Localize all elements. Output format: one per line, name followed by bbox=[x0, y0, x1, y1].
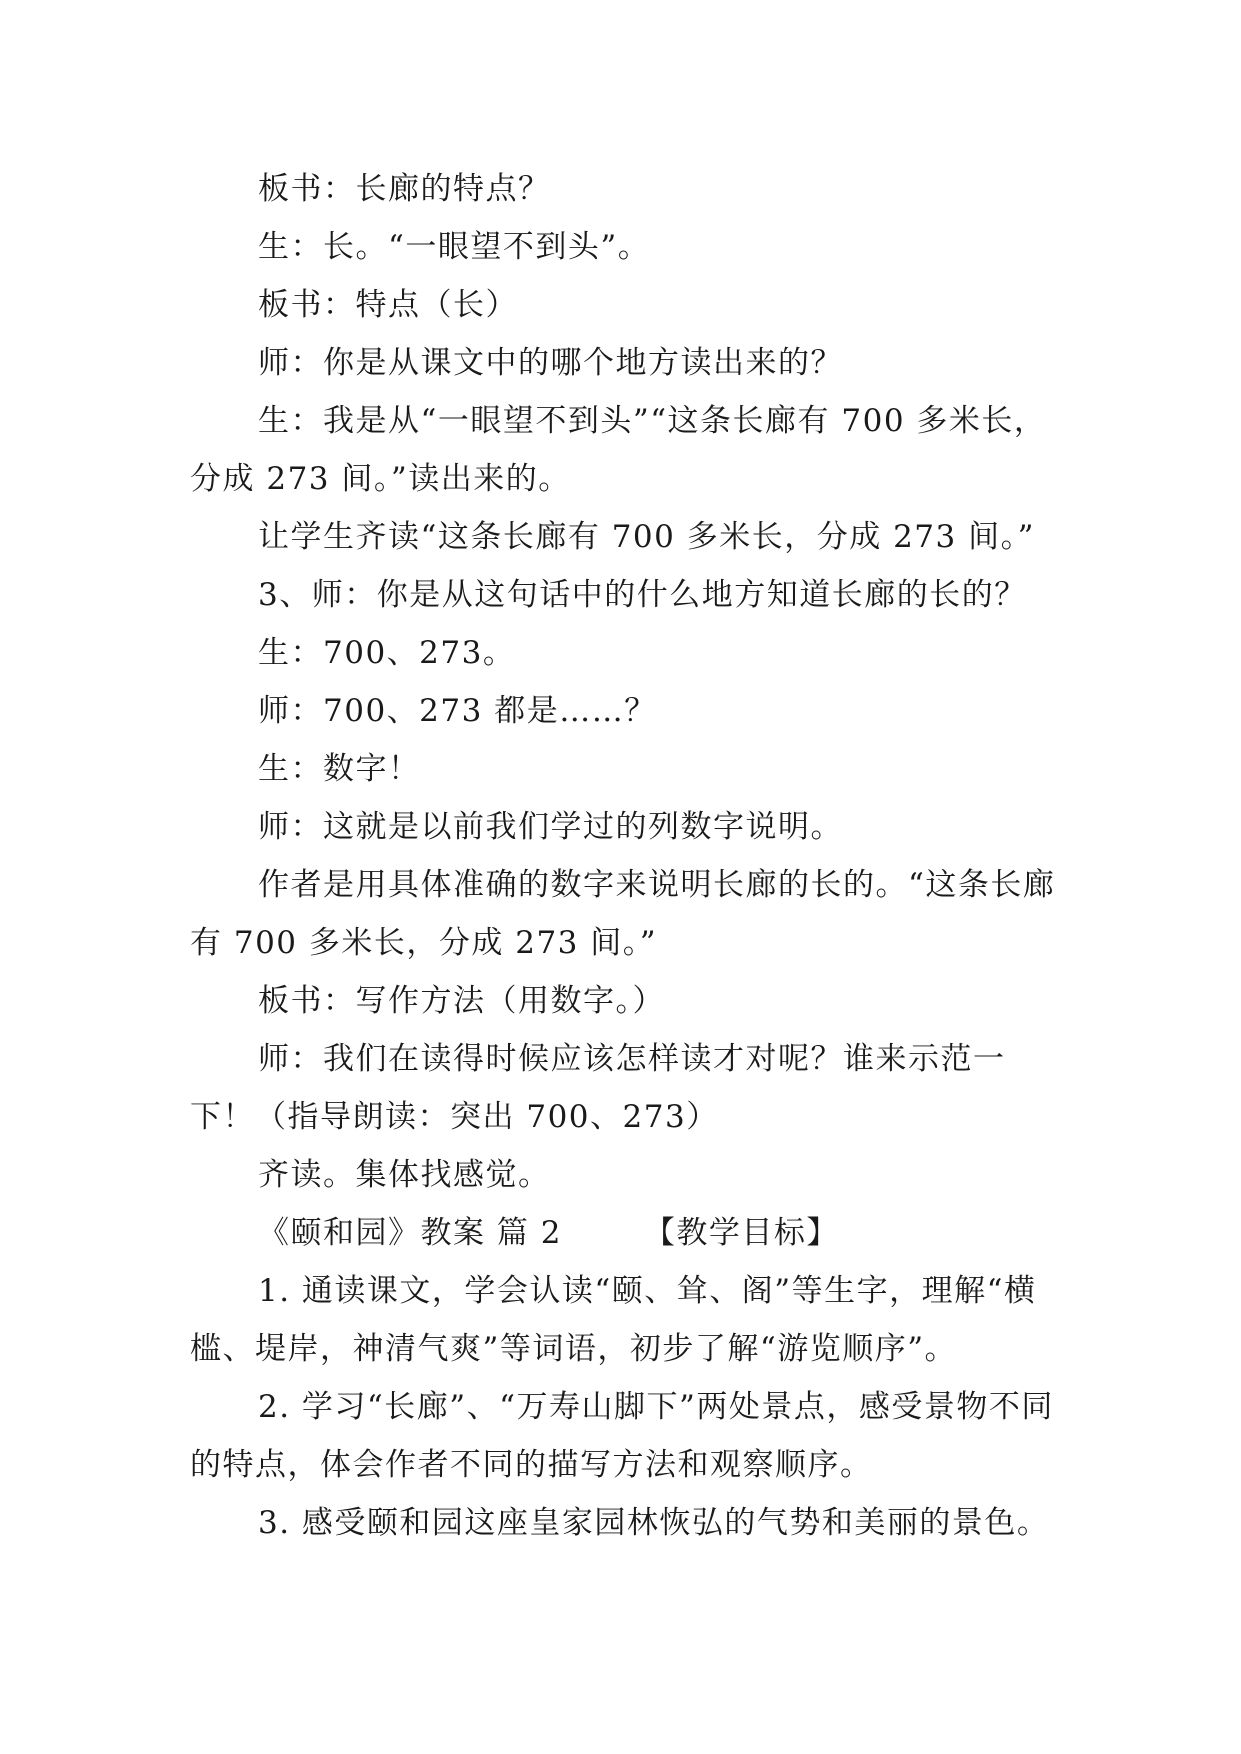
section-heading-lesson-2: 《颐和园》教案 篇 2 【教学目标】 bbox=[258, 1215, 839, 1251]
paragraph-author-method: 作者是用具体准确的数字来说明长廊的长的。“这条长廊有 700 多米长，分成 273 间。” bbox=[190, 867, 1056, 961]
objective-1: 1. 通读课文，学会认读“颐、耸、阁”等生字，理解“横槛、堤岸，神清气爽”等词语，初步了解“游览顺序”。 bbox=[190, 1273, 1037, 1367]
paragraph-blackboard-title: 板书：长廊的特点？ bbox=[258, 171, 551, 207]
paragraph-teacher-numbers: 师：700、273 都是……？ bbox=[258, 693, 657, 729]
paragraph-teacher-reading-guide: 师：我们在读得时候应该怎样读才对呢？谁来示范一下！（指导朗读：突出 700、273） bbox=[190, 1041, 1006, 1135]
objective-3: 3. 感受颐和园这座皇家园林恢弘的气势和美丽的景色。 bbox=[258, 1505, 1050, 1541]
paragraph-class-reading: 让学生齐读“这条长廊有 700 多米长，分成 273 间。” bbox=[258, 519, 1035, 555]
paragraph-teacher-explain: 师：这就是以前我们学过的列数字说明。 bbox=[258, 809, 843, 845]
paragraph-group-reading: 齐读。集体找感觉。 bbox=[258, 1157, 551, 1193]
paragraph-blackboard-method: 板书：写作方法（用数字。） bbox=[258, 983, 665, 1019]
paragraph-student-digits: 生：数字！ bbox=[258, 751, 421, 787]
paragraph-blackboard-feature: 板书：特点（长） bbox=[258, 287, 518, 323]
paragraph-student-reading: 生：我是从“一眼望不到头”“这条长廊有 700 多米长，分成 273 间。”读出来的。 bbox=[190, 403, 1047, 497]
paragraph-teacher-question: 师：你是从课文中的哪个地方读出来的？ bbox=[258, 345, 843, 381]
paragraph-student-numbers: 生：700、273。 bbox=[258, 635, 516, 671]
paragraph-teacher-question-3: 3、师：你是从这句话中的什么地方知道长廊的长的？ bbox=[258, 577, 1027, 613]
paragraph-student-answer-long: 生：长。“一眼望不到头”。 bbox=[258, 229, 651, 265]
document-body bbox=[190, 160, 1070, 1552]
objective-2: 2. 学习“长廊”、“万寿山脚下”两处景点，感受景物不同的特点，体会作者不同的描写方法和观察顺序。 bbox=[190, 1389, 1054, 1483]
